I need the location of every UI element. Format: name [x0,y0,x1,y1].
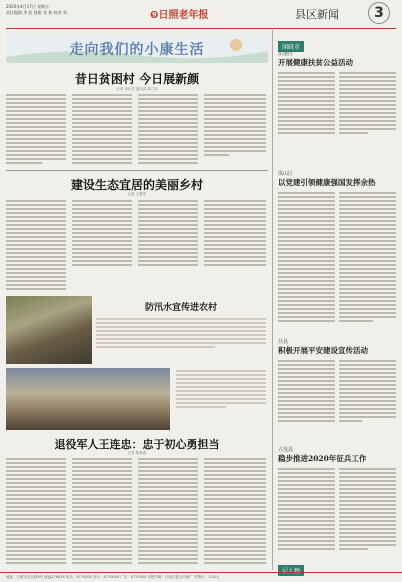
banner-title: 走向我们的小康生活 [69,42,205,58]
article3-col4 [204,458,266,566]
article3-col1 [6,458,66,566]
brief1-area: 东港区 [278,51,294,57]
section-title: 县区新闻 [295,8,339,21]
brief-2 [278,170,396,324]
veteran-photo [6,368,170,430]
brief3-area: 莒县 [278,339,289,345]
newspaper-logo: ❾日照老年报 [150,10,209,21]
brief-3 [278,338,396,424]
brief-4 [278,446,396,552]
masthead-meta [6,4,67,16]
brief-1 [278,50,396,136]
brief2-title: 以党建引领健康强国发挥余热 [278,178,376,187]
article2-col3 [138,200,198,268]
photo2-caption [176,370,266,410]
footer-text: 地址：日照市北京路8号 邮编276826 电话：8770000 发行：8770000 广告：8770000 本报印刷：日照日报社印刷厂 零售价：1.00元 [6,575,220,579]
footer [0,572,402,582]
article3-title: 退役军人王连忠：忠于初心勇担当 [54,438,220,451]
issue-date: 2020年4月17日 星期五 [6,4,50,9]
article1-col1 [6,94,66,166]
article2-title: 建设生态宜居的美丽乡村 [70,178,203,192]
article2-col2 [72,200,132,268]
article3-col3 [138,458,198,566]
brief2-area: 岚山区 [278,171,294,177]
brief4-area: 五莲县 [278,447,294,453]
brief4-title: 稳步推进2020年征兵工作 [278,454,367,463]
article1-byline: 记者 刘长清 通讯员 陈立东 [116,87,158,91]
photo-feature-text [96,318,266,350]
column2-title: 层人物 [278,565,304,576]
article1-title: 昔日贫困村 今日展新颜 [74,72,200,86]
article2-col4 [204,200,266,268]
article1-col2 [72,94,132,166]
article2-col1 [6,200,66,292]
village-photo [6,296,92,364]
article1-col3 [138,94,198,166]
article-divider [6,170,268,171]
article3-col2 [72,458,132,566]
article1-col4 [204,94,266,158]
article3-byline: 记者 陈再海 [127,451,147,455]
masthead-rule [6,28,396,29]
brief1-title: 开展健康扶贫公益活动 [278,58,353,67]
photo-feature-title: 防汛水宜传进农村 [144,303,217,313]
brief3-title: 积极开展平安建设宣传活动 [278,346,368,355]
article2-byline: 记者 王献军 [127,192,147,196]
column-divider [272,30,273,570]
editor-line: 责任编辑 齐 虹 排版 张 栋 校对 刘 [6,10,67,15]
column-title: 闻晓市 [278,41,304,52]
feature-banner [6,33,268,63]
page-number: 3 [368,2,390,24]
